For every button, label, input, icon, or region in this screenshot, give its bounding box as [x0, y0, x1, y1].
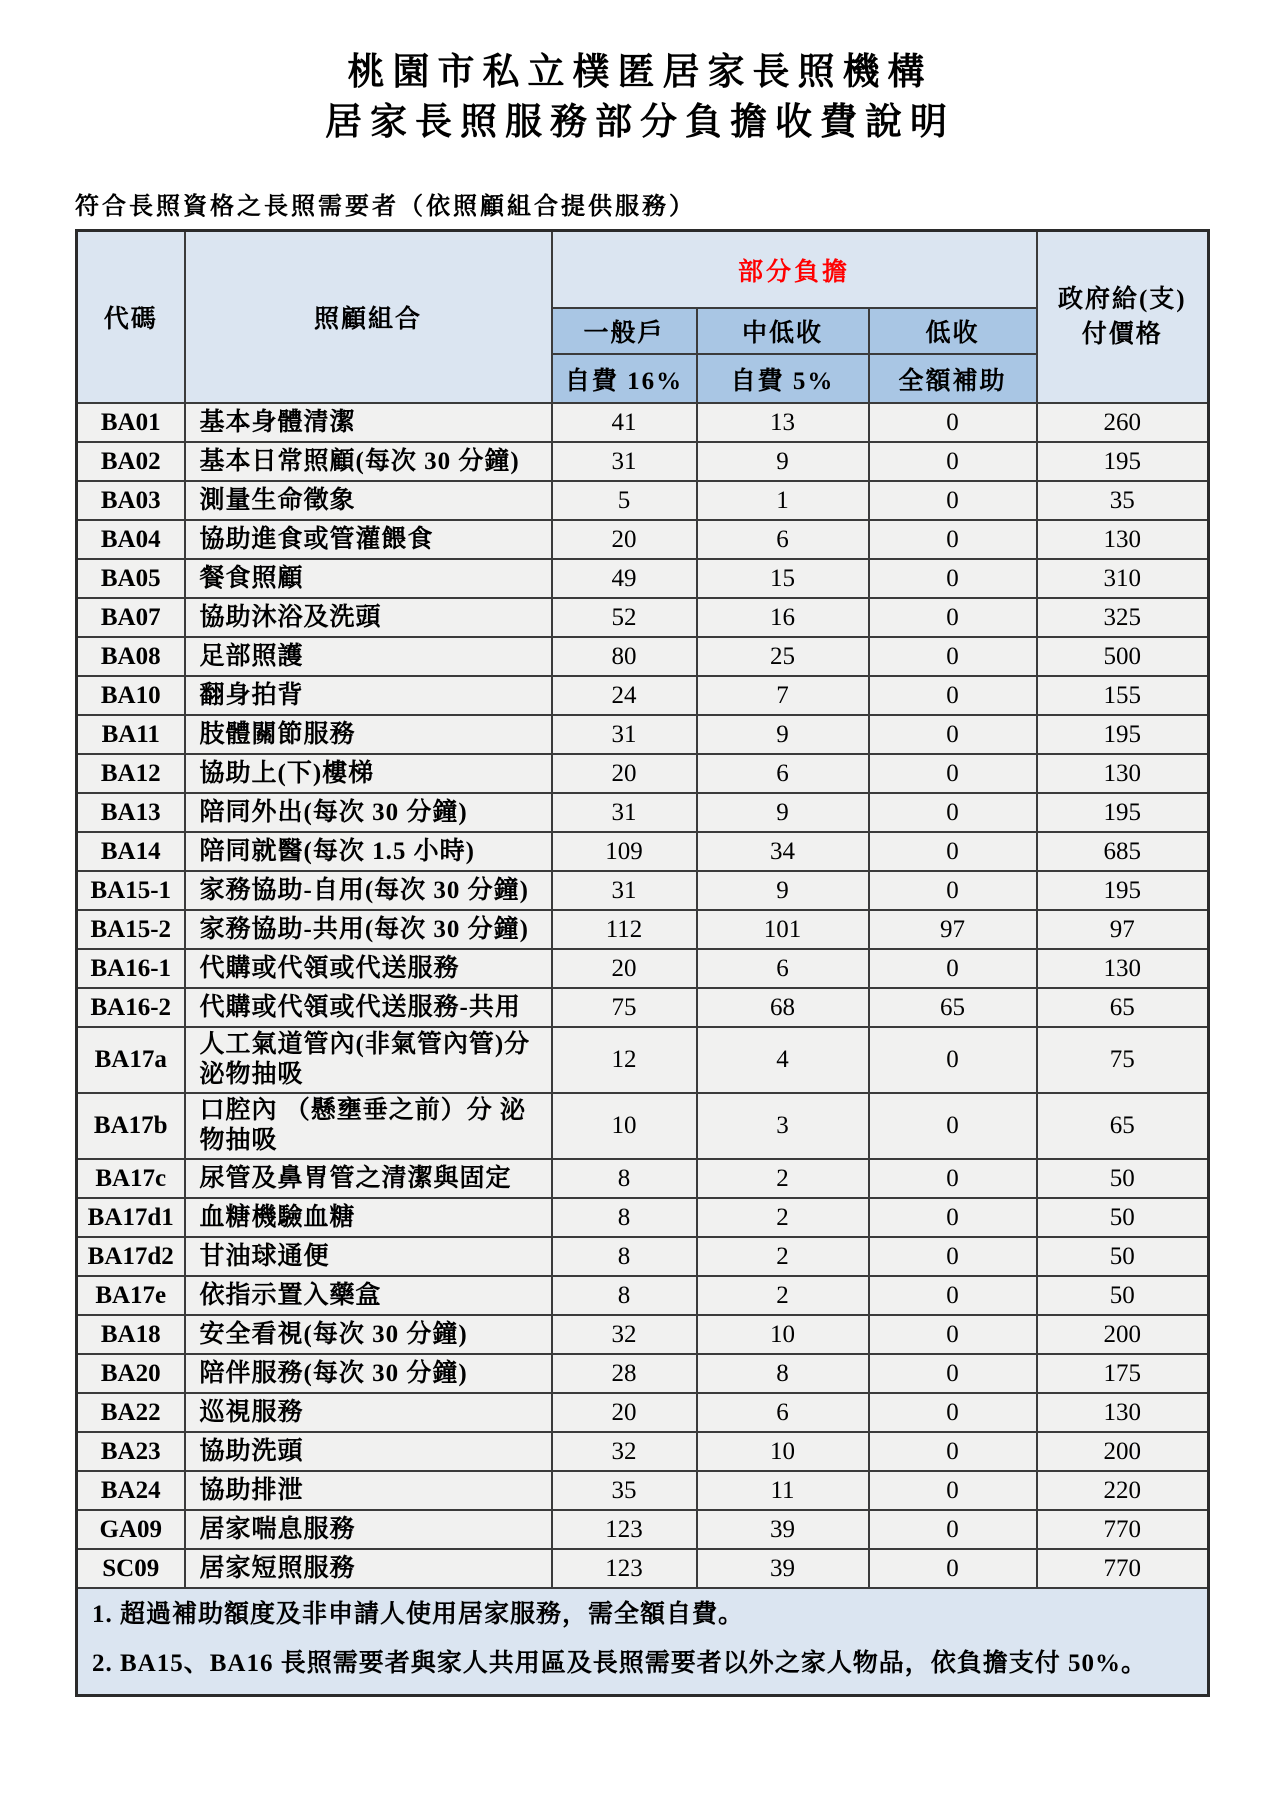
cell-midlow: 39 — [697, 1510, 869, 1549]
cell-code: BA14 — [77, 832, 185, 871]
table-row — [77, 1393, 1209, 1432]
table-row — [77, 520, 1209, 559]
cell-gov: 200 — [1037, 1432, 1209, 1471]
cell-code: BA18 — [77, 1315, 185, 1354]
document-title — [0, 48, 1280, 148]
cell-gov: 200 — [1037, 1315, 1209, 1354]
table-row — [77, 637, 1209, 676]
cell-general: 5 — [552, 481, 697, 520]
cell-general: 41 — [552, 403, 697, 442]
cell-code: BA01 — [77, 403, 185, 442]
cell-low: 0 — [869, 598, 1037, 637]
cell-code: BA23 — [77, 1432, 185, 1471]
cell-service: 代購或代領或代送服務-共用 — [185, 988, 552, 1027]
cell-service: 協助沐浴及洗頭 — [185, 598, 552, 637]
cell-low: 0 — [869, 637, 1037, 676]
cell-service: 肢體關節服務 — [185, 715, 552, 754]
table-row — [77, 1471, 1209, 1510]
cell-general: 12 — [552, 1027, 697, 1093]
header-row-copay — [77, 230, 1209, 308]
cell-low: 0 — [869, 715, 1037, 754]
cell-midlow: 4 — [697, 1027, 869, 1093]
cell-low: 0 — [869, 1315, 1037, 1354]
table-row — [77, 1510, 1209, 1549]
table-row — [77, 910, 1209, 949]
cell-midlow: 25 — [697, 637, 869, 676]
cell-midlow: 9 — [697, 715, 869, 754]
cell-midlow: 6 — [697, 754, 869, 793]
cell-service: 陪伴服務(每次 30 分鐘) — [185, 1354, 552, 1393]
cell-service: 代購或代領或代送服務 — [185, 949, 552, 988]
cell-code: BA03 — [77, 481, 185, 520]
cell-code: BA17c — [77, 1159, 185, 1198]
table-row — [77, 1198, 1209, 1237]
cell-general: 80 — [552, 637, 697, 676]
cell-general: 32 — [552, 1315, 697, 1354]
cell-gov: 220 — [1037, 1471, 1209, 1510]
cell-code: BA07 — [77, 598, 185, 637]
cell-code: BA17d1 — [77, 1198, 185, 1237]
cell-service: 安全看視(每次 30 分鐘) — [185, 1315, 552, 1354]
title-line-1: 桃園市私立樸匿居家長照機構 — [347, 52, 933, 93]
header-rate-low: 全額補助 — [869, 354, 1037, 403]
cell-service: 家務協助-自用(每次 30 分鐘) — [185, 871, 552, 910]
cell-service: 血糖機驗血糖 — [185, 1198, 552, 1237]
cell-low: 0 — [869, 481, 1037, 520]
cell-code: SC09 — [77, 1549, 185, 1588]
cell-low: 0 — [869, 832, 1037, 871]
cell-low: 0 — [869, 1198, 1037, 1237]
notes-cell — [77, 1588, 1209, 1696]
cell-low: 65 — [869, 988, 1037, 1027]
cell-gov: 260 — [1037, 403, 1209, 442]
cell-midlow: 2 — [697, 1237, 869, 1276]
cell-general: 20 — [552, 1393, 697, 1432]
cell-service: 陪同外出(每次 30 分鐘) — [185, 793, 552, 832]
cell-gov: 50 — [1037, 1276, 1209, 1315]
cell-midlow: 6 — [697, 949, 869, 988]
cell-midlow: 3 — [697, 1093, 869, 1159]
copayment-label: 部分負擔 — [738, 258, 851, 286]
cell-code: BA17b — [77, 1093, 185, 1159]
cell-service: 居家短照服務 — [185, 1549, 552, 1588]
cell-code: BA10 — [77, 676, 185, 715]
fee-table — [75, 229, 1210, 1698]
table-row — [77, 871, 1209, 910]
note-1: 1. 超過補助額度及非申請人使用居家服務，需全額自費。 — [92, 1601, 745, 1629]
cell-general: 31 — [552, 871, 697, 910]
table-row — [77, 1315, 1209, 1354]
cell-gov: 770 — [1037, 1510, 1209, 1549]
cell-general: 52 — [552, 598, 697, 637]
cell-gov: 195 — [1037, 442, 1209, 481]
cell-service: 陪同就醫(每次 1.5 小時) — [185, 832, 552, 871]
cell-gov: 130 — [1037, 520, 1209, 559]
cell-code: BA20 — [77, 1354, 185, 1393]
cell-general: 123 — [552, 1549, 697, 1588]
cell-low: 0 — [869, 949, 1037, 988]
cell-general: 28 — [552, 1354, 697, 1393]
fee-table-footer — [77, 1588, 1209, 1696]
cell-low: 0 — [869, 1276, 1037, 1315]
cell-gov: 75 — [1037, 1027, 1209, 1093]
table-row — [77, 793, 1209, 832]
table-row — [77, 403, 1209, 442]
cell-service: 協助上(下)樓梯 — [185, 754, 552, 793]
cell-general: 8 — [552, 1198, 697, 1237]
cell-midlow: 15 — [697, 559, 869, 598]
table-row — [77, 1027, 1209, 1093]
cell-low: 0 — [869, 1093, 1037, 1159]
cell-midlow: 8 — [697, 1354, 869, 1393]
table-row — [77, 559, 1209, 598]
cell-general: 32 — [552, 1432, 697, 1471]
cell-general: 75 — [552, 988, 697, 1027]
table-row — [77, 1354, 1209, 1393]
table-row — [77, 832, 1209, 871]
cell-service: 協助進食或管灌餵食 — [185, 520, 552, 559]
gov-price-line-1: 政府給(支) — [1057, 286, 1187, 314]
cell-gov: 310 — [1037, 559, 1209, 598]
cell-general: 31 — [552, 442, 697, 481]
cell-code: GA09 — [77, 1510, 185, 1549]
table-row — [77, 1276, 1209, 1315]
cell-midlow: 11 — [697, 1471, 869, 1510]
header-copayment — [552, 230, 1037, 308]
cell-midlow: 34 — [697, 832, 869, 871]
header-code: 代碼 — [77, 230, 185, 403]
cell-gov: 130 — [1037, 949, 1209, 988]
cell-gov: 325 — [1037, 598, 1209, 637]
cell-service: 協助排泄 — [185, 1471, 552, 1510]
cell-gov: 195 — [1037, 871, 1209, 910]
cell-code: BA02 — [77, 442, 185, 481]
cell-service: 居家喘息服務 — [185, 1510, 552, 1549]
cell-midlow: 6 — [697, 1393, 869, 1432]
cell-gov: 175 — [1037, 1354, 1209, 1393]
cell-low: 0 — [869, 1471, 1037, 1510]
cell-code: BA12 — [77, 754, 185, 793]
title-line-2: 居家長照服務部分負擔收費說明 — [325, 101, 955, 143]
cell-gov: 50 — [1037, 1237, 1209, 1276]
cell-midlow: 6 — [697, 520, 869, 559]
cell-midlow: 9 — [697, 793, 869, 832]
cell-gov: 155 — [1037, 676, 1209, 715]
cell-midlow: 7 — [697, 676, 869, 715]
cell-midlow: 2 — [697, 1159, 869, 1198]
notes-row — [77, 1588, 1209, 1696]
cell-general: 24 — [552, 676, 697, 715]
header-rate-general: 自費 16% — [552, 354, 697, 403]
cell-general: 8 — [552, 1237, 697, 1276]
table-row — [77, 754, 1209, 793]
cell-service: 甘油球通便 — [185, 1237, 552, 1276]
cell-service: 協助洗頭 — [185, 1432, 552, 1471]
cell-code: BA22 — [77, 1393, 185, 1432]
header-tier-general: 一般戶 — [552, 308, 697, 354]
cell-midlow: 10 — [697, 1432, 869, 1471]
cell-midlow: 2 — [697, 1276, 869, 1315]
cell-midlow: 39 — [697, 1549, 869, 1588]
cell-general: 109 — [552, 832, 697, 871]
cell-midlow: 2 — [697, 1198, 869, 1237]
cell-code: BA16-1 — [77, 949, 185, 988]
cell-midlow: 13 — [697, 403, 869, 442]
cell-service: 測量生命徵象 — [185, 481, 552, 520]
fee-table-header — [77, 230, 1209, 403]
cell-low: 0 — [869, 1027, 1037, 1093]
cell-low: 0 — [869, 442, 1037, 481]
cell-gov: 130 — [1037, 1393, 1209, 1432]
cell-gov: 50 — [1037, 1159, 1209, 1198]
cell-midlow: 9 — [697, 871, 869, 910]
cell-service: 足部照護 — [185, 637, 552, 676]
table-row — [77, 988, 1209, 1027]
table-row — [77, 1432, 1209, 1471]
cell-code: BA17a — [77, 1027, 185, 1093]
cell-code: BA13 — [77, 793, 185, 832]
cell-midlow: 9 — [697, 442, 869, 481]
cell-service: 翻身拍背 — [185, 676, 552, 715]
cell-general: 20 — [552, 949, 697, 988]
cell-general: 10 — [552, 1093, 697, 1159]
cell-code: BA08 — [77, 637, 185, 676]
cell-gov: 50 — [1037, 1198, 1209, 1237]
cell-low: 0 — [869, 520, 1037, 559]
cell-general: 20 — [552, 520, 697, 559]
cell-service: 依指示置入藥盒 — [185, 1276, 552, 1315]
cell-general: 20 — [552, 754, 697, 793]
cell-gov: 500 — [1037, 637, 1209, 676]
cell-code: BA11 — [77, 715, 185, 754]
header-tier-midlow: 中低收 — [697, 308, 869, 354]
cell-gov: 130 — [1037, 754, 1209, 793]
cell-midlow: 16 — [697, 598, 869, 637]
cell-service: 家務協助-共用(每次 30 分鐘) — [185, 910, 552, 949]
cell-service: 基本身體清潔 — [185, 403, 552, 442]
fee-table-body — [77, 403, 1209, 1588]
cell-general: 35 — [552, 1471, 697, 1510]
cell-low: 0 — [869, 1549, 1037, 1588]
table-row — [77, 1093, 1209, 1159]
header-rate-midlow: 自費 5% — [697, 354, 869, 403]
cell-low: 0 — [869, 559, 1037, 598]
cell-low: 0 — [869, 1237, 1037, 1276]
cell-low: 0 — [869, 1432, 1037, 1471]
cell-gov: 195 — [1037, 715, 1209, 754]
cell-code: BA04 — [77, 520, 185, 559]
cell-code: BA24 — [77, 1471, 185, 1510]
cell-general: 8 — [552, 1159, 697, 1198]
cell-low: 0 — [869, 1354, 1037, 1393]
cell-midlow: 1 — [697, 481, 869, 520]
cell-low: 0 — [869, 793, 1037, 832]
cell-code: BA05 — [77, 559, 185, 598]
cell-general: 112 — [552, 910, 697, 949]
table-row — [77, 949, 1209, 988]
cell-service: 人工氣道管內(非氣管內管)分泌物抽吸 — [185, 1027, 552, 1093]
cell-gov: 65 — [1037, 1093, 1209, 1159]
cell-code: BA17d2 — [77, 1237, 185, 1276]
cell-low: 0 — [869, 1393, 1037, 1432]
gov-price-line-2: 付價格 — [1081, 321, 1163, 349]
cell-low: 0 — [869, 1159, 1037, 1198]
cell-code: BA15-2 — [77, 910, 185, 949]
cell-low: 0 — [869, 754, 1037, 793]
cell-gov: 770 — [1037, 1549, 1209, 1588]
table-row — [77, 1549, 1209, 1588]
cell-service: 巡視服務 — [185, 1393, 552, 1432]
cell-service: 基本日常照顧(每次 30 分鐘) — [185, 442, 552, 481]
cell-low: 0 — [869, 676, 1037, 715]
cell-service: 餐食照顧 — [185, 559, 552, 598]
cell-code: BA16-2 — [77, 988, 185, 1027]
header-gov-price — [1037, 230, 1209, 403]
cell-midlow: 10 — [697, 1315, 869, 1354]
cell-low: 0 — [869, 403, 1037, 442]
cell-general: 31 — [552, 715, 697, 754]
table-row — [77, 598, 1209, 637]
header-tier-low: 低收 — [869, 308, 1037, 354]
cell-gov: 97 — [1037, 910, 1209, 949]
note-2: 2. BA15、BA16 長照需要者與家人共用區及長照需要者以外之家人物品，依負擔支付 50%。 — [92, 1649, 1147, 1677]
cell-midlow: 101 — [697, 910, 869, 949]
cell-general: 8 — [552, 1276, 697, 1315]
table-row — [77, 676, 1209, 715]
cell-low: 0 — [869, 1510, 1037, 1549]
header-care-package: 照顧組合 — [185, 230, 552, 403]
cell-code: BA15-1 — [77, 871, 185, 910]
cell-low: 0 — [869, 871, 1037, 910]
cell-gov: 195 — [1037, 793, 1209, 832]
cell-general: 49 — [552, 559, 697, 598]
table-row — [77, 442, 1209, 481]
table-row — [77, 1237, 1209, 1276]
cell-low: 97 — [869, 910, 1037, 949]
cell-code: BA17e — [77, 1276, 185, 1315]
cell-service: 尿管及鼻胃管之清潔與固定 — [185, 1159, 552, 1198]
cell-general: 31 — [552, 793, 697, 832]
table-row — [77, 1159, 1209, 1198]
cell-gov: 35 — [1037, 481, 1209, 520]
cell-service: 口腔內 （懸壅垂之前）分 泌物抽吸 — [185, 1093, 552, 1159]
cell-gov: 65 — [1037, 988, 1209, 1027]
table-row — [77, 715, 1209, 754]
cell-gov: 685 — [1037, 832, 1209, 871]
cell-general: 123 — [552, 1510, 697, 1549]
table-row — [77, 481, 1209, 520]
cell-midlow: 68 — [697, 988, 869, 1027]
table-caption: 符合長照資格之長照需要者（依照顧組合提供服務） — [75, 193, 696, 220]
